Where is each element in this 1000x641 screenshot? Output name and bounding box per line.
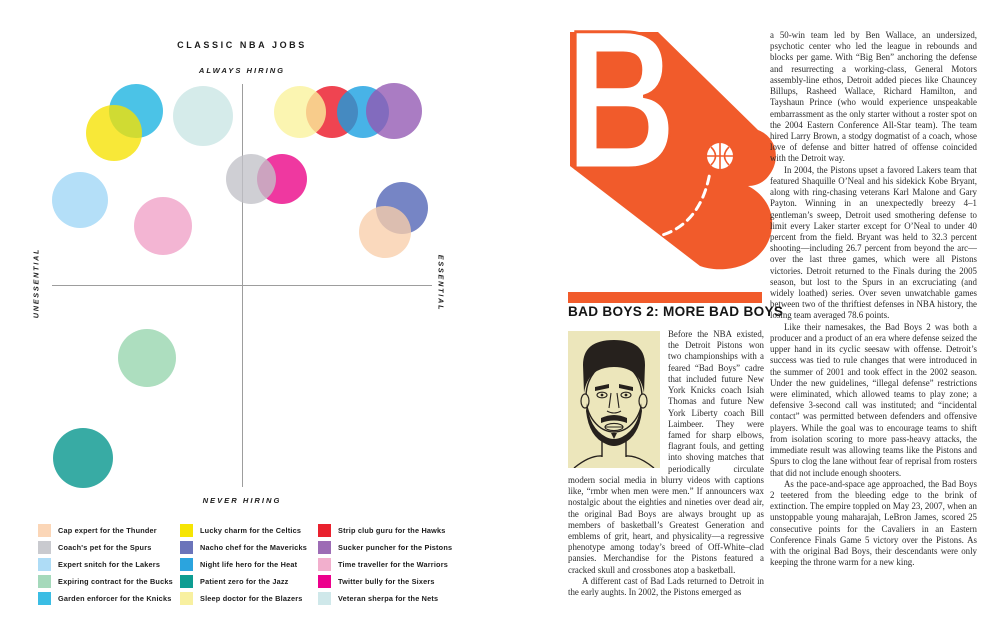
section-divider-bar <box>568 292 762 303</box>
legend-item <box>38 556 173 573</box>
bubble-pistons <box>366 83 422 139</box>
legend-swatch <box>180 575 193 588</box>
legend-swatch <box>38 592 51 605</box>
bubble-celtics <box>86 105 142 161</box>
bubble-blazers <box>274 86 326 138</box>
axis-label-never-hiring: NEVER HIRING <box>202 496 282 505</box>
legend-label: Time traveller for the Warriors <box>338 560 449 569</box>
bubble-warriors <box>134 197 192 255</box>
right-page-article <box>540 0 1000 641</box>
legend-item <box>38 539 173 556</box>
legend-item <box>180 590 307 607</box>
article-column-2 <box>770 30 977 610</box>
legend-label: Expiring contract for the Bucks <box>58 577 173 586</box>
legend-column-2 <box>180 522 307 607</box>
bubble-spurs <box>226 154 276 204</box>
legend-item <box>318 590 452 607</box>
chart-title: CLASSIC NBA JOBS <box>177 40 307 50</box>
legend-swatch <box>180 524 193 537</box>
legend-swatch <box>318 575 331 588</box>
legend-label: Cap expert for the Thunder <box>58 526 157 535</box>
article-paragraph: a 50-win team led by Ben Wallace, an undersized, psychotic center who led the league in rebounds and blocks per game. With “Big Ben” anchoring the defense and resurrecting a working-class, General Motors assembly-line ethos, Detroit added pieces like Chauncey Billups, Rasheed Wallace, Richard Hamilton, and Tayshaun Prince (who would experience unspeakable embarrassment as the only starter without a roster spot on the 2004 Eastern Conference All-Star team). The team hired Larry Brown, a stodgy dogmatist of a coach, whose love of defense and bitter hatred of offense coincided with the Detroit way. <box>770 30 977 164</box>
letter-b: B <box>565 26 677 211</box>
article-paragraph: A different cast of Bad Lads returned to Detroit in the early aughts. In 2002, the Pistons emerged as <box>568 575 764 598</box>
legend-item <box>180 573 307 590</box>
legend-swatch <box>38 541 51 554</box>
legend-item <box>318 539 452 556</box>
legend-swatch <box>180 592 193 605</box>
legend-label: Garden enforcer for the Knicks <box>58 594 172 603</box>
basketball-icon <box>707 143 733 169</box>
legend-label: Twitter bully for the Sixers <box>338 577 435 586</box>
legend-swatch <box>318 592 331 605</box>
legend-swatch <box>38 558 51 571</box>
legend-label: Night life hero for the Heat <box>200 560 298 569</box>
bubble-lakers <box>52 172 108 228</box>
legend-item <box>38 590 173 607</box>
bubble-jazz <box>53 428 113 488</box>
section-heading: BAD BOYS 2: MORE BAD BOYS <box>568 304 784 319</box>
legend-column-3 <box>318 522 452 607</box>
legend-item <box>318 556 452 573</box>
legend-label: Sleep doctor for the Blazers <box>200 594 303 603</box>
legend-item <box>180 556 307 573</box>
legend-item <box>38 573 173 590</box>
legend-label: Patient zero for the Jazz <box>200 577 289 586</box>
bubble-thunder <box>359 206 411 258</box>
legend-swatch <box>318 558 331 571</box>
axis-label-always-hiring: ALWAYS HIRING <box>198 66 286 75</box>
legend-item <box>180 539 307 556</box>
legend-swatch <box>318 524 331 537</box>
legend-column-1 <box>38 522 173 607</box>
legend-label: Strip club guru for the Hawks <box>338 526 446 535</box>
bubble-bucks <box>118 329 176 387</box>
article-column-2-text <box>770 30 977 569</box>
legend-swatch <box>318 541 331 554</box>
article-paragraph: Like their namesakes, the Bad Boys 2 was both a producer and a product of an era where defense seized the upper hand in its cyclic seesaw with offense. Detroit’s success was tied to rule changes that were introduced in the summer of 2001 and took effect in the 2002 season. Under the new guidelines, “illegal defense” restrictions were eliminated, which allowed teams to play zone; a defensive 3-second call was instituted; and “incidental contact” was permitted between defenders and offensive players. While the goal was to encourage teams to shift from isolation scoring to more pass-heavy attacks, the immediate result was allowing teams like the Pistons and Spurs to clog the lane without fear of reprisal from rosters that did not include enough shooters. <box>770 321 977 478</box>
article-paragraph: As the pace-and-space age approached, the Bad Boys 2 teetered from the bleeding edge to the brink of extinction. The empire toppled on May 23, 2007, when an unstoppable young maharajah, LeBron James, scored 25 consecutive points for the Cavaliers in an Eastern Conference Finals Game 5 victory over the Pistons. As with the original Bad Boys, their descendants were only keeping the throne warm for a new king. <box>770 478 977 568</box>
legend-swatch <box>180 541 193 554</box>
legend-label: Nacho chef for the Mavericks <box>200 543 307 552</box>
player-portrait-illustration <box>568 331 660 468</box>
article-column-1 <box>568 329 764 603</box>
legend-swatch <box>38 575 51 588</box>
legend-item <box>318 522 452 539</box>
legend-item <box>318 573 452 590</box>
article-paragraph: Before the NBA existed, the Detroit Pistons won two championships with a feared “Bad Boys” cadre that included future New York Knicks coach Isiah Thomas and future New York Liberty coach Bill Laimbeer. They were famed for sharp elbows, flagrant fouls, and getting into shoving matches that periodically circulate modern social media in blurry videos with captions like, “rmbr when men were men.” If announcers wax nostalgic about the eighties and nineties over dead air, the original Bad Boys are always brought up as members of basketball’s Greatest Generation and emblems of grit, heart, and physicality—a regressive phenotype among today’s breed of Off-White–clad pansies. Merchandise for the Pistons featured a cracked skull and crossbones atop a basketball. <box>568 329 764 575</box>
article-paragraph: In 2004, the Pistons upset a favored Lakers team that featured Shaquille O’Neal and his sidekick Kobe Bryant, along with ring-chasing veterans Karl Malone and Gary Payton. Winning in an unexpectedly breezy 4–1 gentleman’s sweep, Detroit used smothering defense to limit every Laker starter except for O’Neal to under 40 percent from the field. Bryant was held to 32.3 percent shooting—including 26.7 percent from beyond the arc—over the last three games, which were all Pistons victories. Detroit returned to the Finals during the 2005 season, but lost to the Spurs in an excruciating (and widely loathed) series. Over seven unwatchable games between two of the thriftiest defenses in NBA history, the losing team averaged 78.6 points. <box>770 164 977 321</box>
bubble-nets <box>173 86 233 146</box>
legend-swatch <box>180 558 193 571</box>
legend-label: Lucky charm for the Celtics <box>200 526 302 535</box>
legend-item <box>180 522 307 539</box>
letter-b-graphic <box>562 26 780 282</box>
legend-label: Expert snitch for the Lakers <box>58 560 161 569</box>
horizontal-axis-line <box>52 285 432 286</box>
axis-label-essential: ESSENTIAL <box>436 254 446 312</box>
legend-label: Sucker puncher for the Pistons <box>338 543 453 552</box>
legend-item <box>38 522 173 539</box>
axis-label-unessential: UNESSENTIAL <box>31 247 41 319</box>
legend-label: Coach's pet for the Spurs <box>58 543 152 552</box>
legend-swatch <box>38 524 51 537</box>
legend-label: Veteran sherpa for the Nets <box>338 594 439 603</box>
